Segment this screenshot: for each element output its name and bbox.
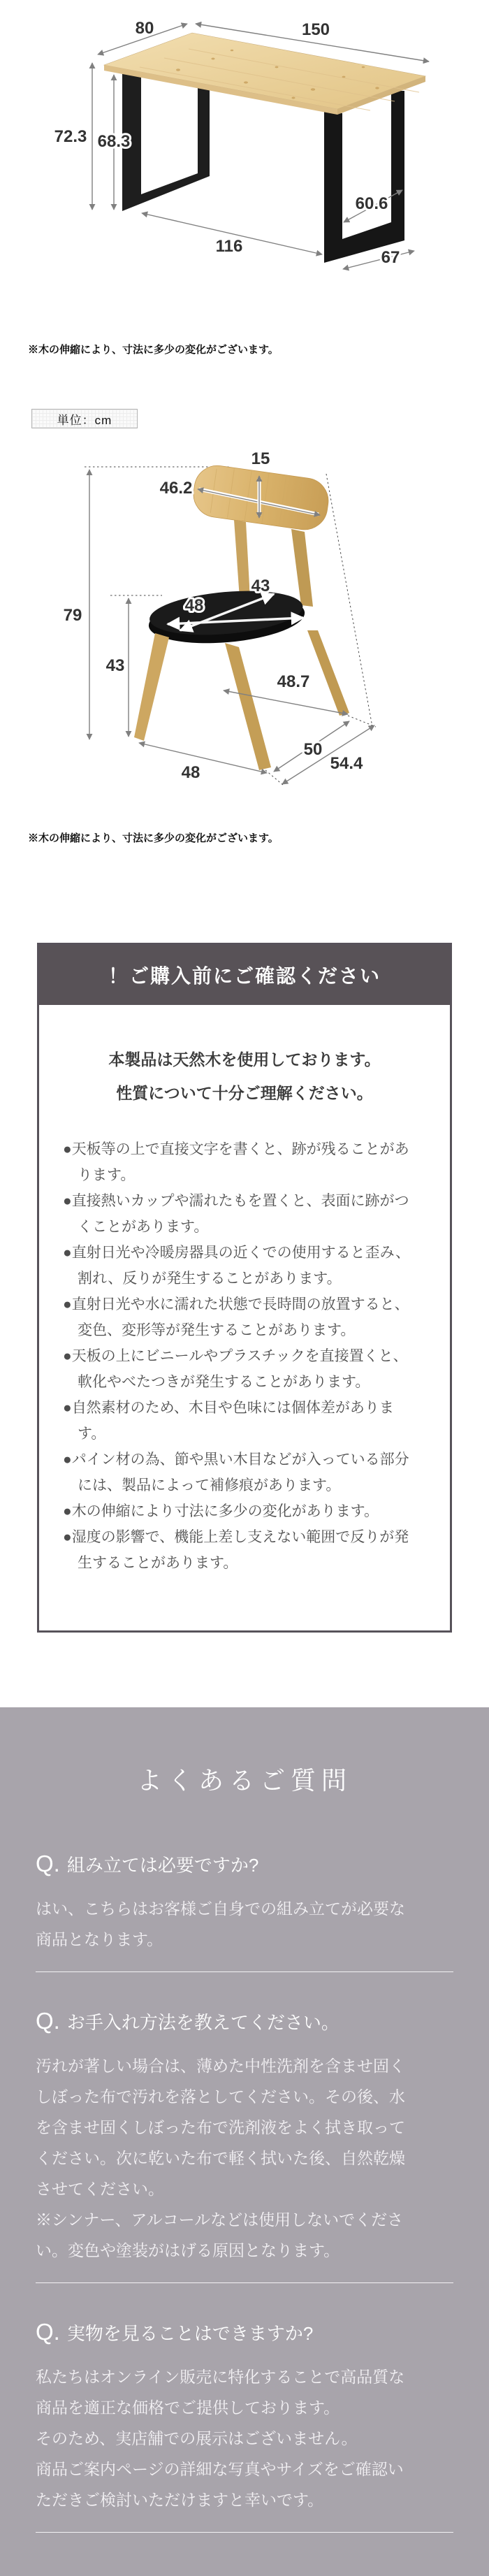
notice-intro-line2: 性質について十分ご理解ください。 xyxy=(116,1084,373,1102)
faq-title: よくあるご質問 xyxy=(136,1766,352,1795)
backrest-width-label: 46.2 xyxy=(159,479,193,498)
faq-question: Q. 実物を見ることはできますか? xyxy=(36,2319,314,2345)
table-right-leg xyxy=(324,91,404,263)
notice-bullet: ●直射日光や冷暖房器具の近くでの使用すると歪み、割れ、反りが発生することがあります。 xyxy=(63,1245,410,1287)
table-leg-depth-label: 67 xyxy=(381,248,400,267)
notice-bullet: ●直接熱いカップや濡れたもを置くと、表面に跡がつくことがあります。 xyxy=(63,1193,409,1235)
faq-answer: はい、こちらはお客様ご自身での組み立てが必要な商品となります。 xyxy=(36,1900,405,1948)
faq-answer: 商品ご案内ページの詳細な写真やサイズをご確認いただきご検討いただけますと幸いです。 xyxy=(36,2460,404,2509)
notice-bullet: ●天板等の上で直接文字を書くと、跡が残ることがあります。 xyxy=(63,1141,409,1183)
chair-back-post-left xyxy=(234,520,250,598)
unit-label: 単位：cm xyxy=(57,413,112,427)
chair-front-right-leg xyxy=(225,643,271,770)
table-leg-span-label: 116 xyxy=(215,237,243,256)
front-width-label: 48 xyxy=(181,763,200,782)
total-depth-label: 54.4 xyxy=(330,754,363,773)
notice-intro xyxy=(39,1043,450,1110)
faq-answer: そのため、実店舗での展示はございません。 xyxy=(36,2429,358,2447)
chair-rear-leg xyxy=(307,630,349,716)
faq-question: Q. 組み立ては必要ですか? xyxy=(36,1851,259,1876)
table-left-leg xyxy=(122,73,210,211)
seat-diag-label: 43 xyxy=(251,577,270,595)
seat-height-label: 43 xyxy=(105,656,125,675)
faq-answer: 私たちはオンライン販売に特化することで高品質な商品を適正な価格でご提供しております。 xyxy=(36,2368,405,2417)
notice-bullet-list xyxy=(63,1136,415,1576)
chair-front-left-leg xyxy=(134,633,169,741)
faq-divider xyxy=(36,1971,453,1972)
notice-title: ！ご購入前にご確認ください xyxy=(108,965,381,987)
notice-bullet: ●木の伸縮により寸法に多少の変化があります。 xyxy=(63,1503,379,1519)
notice-bullet: ●湿度の影響で、機能上差し支えない範囲で反りが発生することがあります。 xyxy=(63,1529,409,1571)
notice-bullet: ●直射日光や水に濡れた状態で長時間の放置すると、変色、変形等が発生することがあります。 xyxy=(63,1296,409,1338)
faq-items xyxy=(36,1850,453,2533)
side-depth-label: 50 xyxy=(303,740,323,759)
table-leg-inner-label: 60.6 xyxy=(355,194,388,213)
chair-dimension-diagram xyxy=(0,447,489,797)
table-width-label: 150 xyxy=(301,20,330,39)
unit-box xyxy=(31,409,138,428)
notice-bullet: ●自然素材のため、木目や色味には個体差があります。 xyxy=(63,1400,394,1442)
purchase-notice-box xyxy=(37,943,452,1633)
chair-back-post-right xyxy=(291,529,313,607)
chair-dimension-note: ※木の伸縮により、寸法に多少の変化がございます。 xyxy=(28,832,279,844)
faq-answer: ※シンナー、アルコールなどは使用しないでください。変色や塗装がはげる原因となります。 xyxy=(36,2210,404,2259)
faq-answer: 汚れが著しい場合は、薄めた中性洗剤を含ませ固くしぼった布で汚れを落としてください。その後、水を含ませ固くしぼった布で洗剤液をよく拭き取ってください。次に乾いた布で軽く拭いた後、自然乾燥させてください。 xyxy=(36,2057,405,2198)
notice-intro-line1: 本製品は天然木を使用しております。 xyxy=(108,1050,381,1069)
faq-divider xyxy=(36,2532,453,2533)
backrest-thickness-label: 15 xyxy=(251,449,270,468)
notice-bullet: ●天板の上にビニールやプラスチックを直接置くと、軟化やべたつきが発生することがあります。 xyxy=(63,1348,408,1390)
faq-divider xyxy=(36,2282,453,2283)
table-dimension-note: ※木の伸縮により、寸法に多少の変化がございます。 xyxy=(28,344,279,356)
notice-bullet: ●パイン材の為、節や黒い木目などが入っている部分には、製品によって補修痕があります。 xyxy=(63,1452,409,1493)
table-top xyxy=(104,33,425,115)
notice-header xyxy=(39,945,450,1005)
chair-height-label: 79 xyxy=(63,606,82,625)
table-dimension-diagram xyxy=(0,0,489,335)
table-height-label: 72.3 xyxy=(54,127,87,146)
seat-width-label: 48 xyxy=(184,596,204,615)
table-depth-label: 80 xyxy=(135,19,154,38)
leg-span-label: 48.7 xyxy=(277,672,310,691)
faq-question: Q. お手入れ方法を教えてください。 xyxy=(36,2008,340,2034)
chair-seat xyxy=(147,585,307,649)
table-leg-height-label: 68.3 xyxy=(97,132,131,151)
faq-section xyxy=(0,1707,489,2576)
